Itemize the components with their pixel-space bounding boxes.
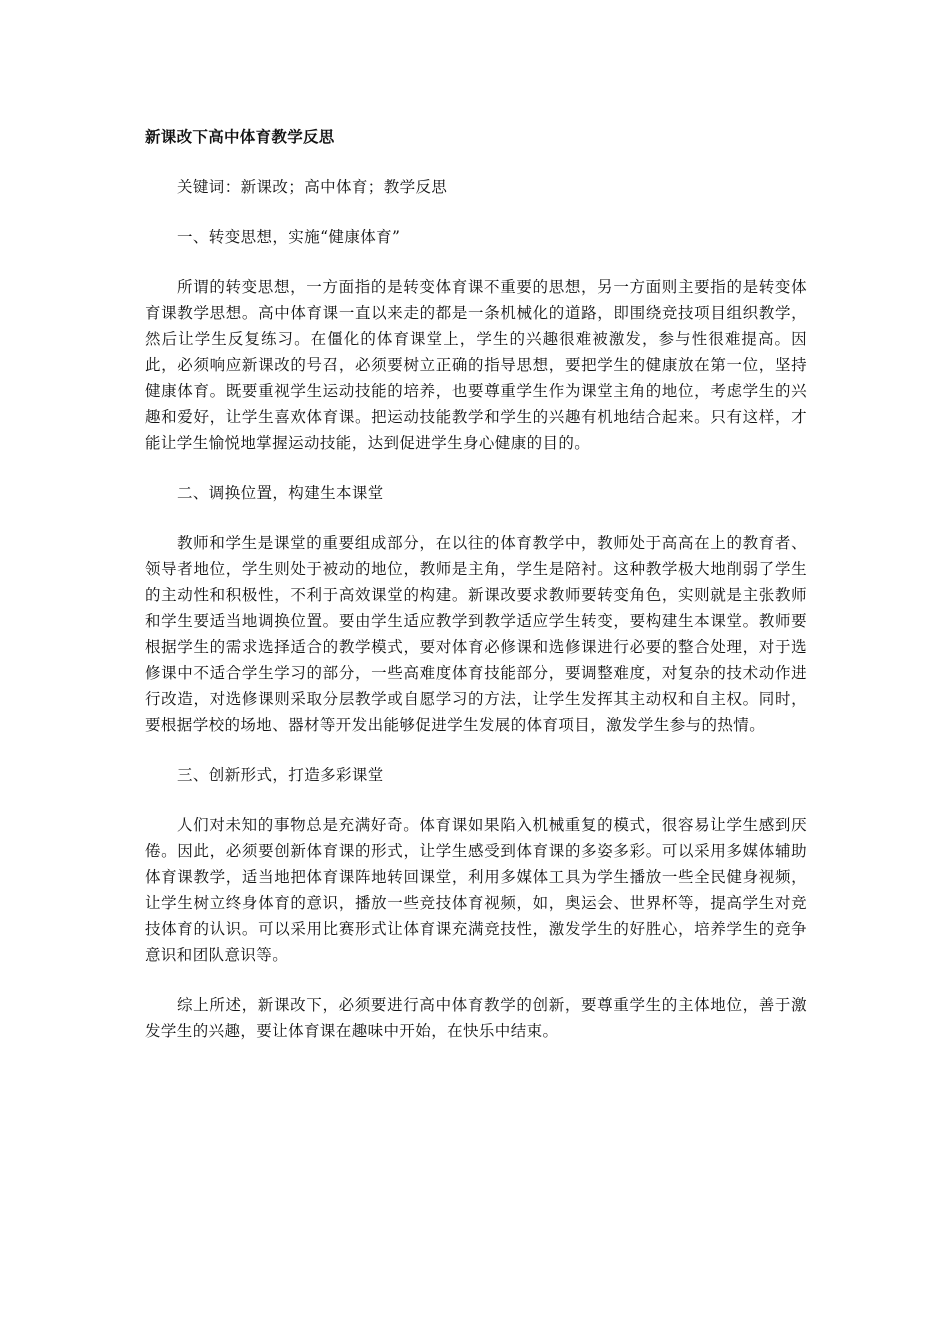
- document-body: [145, 124, 807, 1068]
- keywords-line: 关键词：新课改；高中体育；教学反思: [177, 178, 448, 196]
- section-3-body: 人们对未知的事物总是充满好奇。体育课如果陷入机械重复的模式，很容易让学生感到厌倦。因此，必须要创新体育课的形式，让学生感受到体育课的多姿多彩。可以采用多媒体辅助体育课教学，适当地把体育课阵地转回课堂，利用多媒体工具为学生播放一些全民健身视频，让学生树立终身体育的意识，播放一些竞技体育视频，如，奥运会、世界杯等，提高学生对竞技体育的认识。可以采用比赛形式让体育课充满竞技性，激发学生的好胜心，培养学生的竞争意识和团队意识等。: [145, 816, 807, 964]
- section-2-heading: 二、调换位置，构建生本课堂: [177, 484, 384, 502]
- document-title: 新课改下高中体育教学反思: [145, 128, 335, 146]
- section-3-heading: 三、创新形式，打造多彩课堂: [177, 766, 384, 784]
- conclusion-paragraph: 综上所述，新课改下，必须要进行高中体育教学的创新，要尊重学生的主体地位，善于激发学生的兴趣，要让体育课在趣味中开始，在快乐中结束。: [145, 996, 807, 1040]
- section-1-heading: 一、转变思想，实施“健康体育”: [177, 228, 401, 246]
- section-2-body: 教师和学生是课堂的重要组成部分，在以往的体育教学中，教师处于高高在上的教育者、领导者地位，学生则处于被动的地位，教师是主角，学生是陪衬。这种教学极大地削弱了学生的主动性和积极性，不利于高效课堂的构建。新课改要求教师要转变角色，实则就是主张教师和学生要适当地调换位置。要由学生适应教学到教学适应学生转变，要构建生本课堂。教师要根据学生的需求选择适合的教学模式，要对体育必修课和选修课进行必要的整合处理，对于选修课中不适合学生学习的部分，一些高难度体育技能部分，要调整难度，对复杂的技术动作进行改造，对选修课则采取分层教学或自愿学习的方法，让学生发挥其主动权和自主权。同时，要根据学校的场地、器材等开发出能够促进学生发展的体育项目，激发学生参与的热情。: [145, 534, 807, 734]
- section-1-body: 所谓的转变思想，一方面指的是转变体育课不重要的思想，另一方面则主要指的是转变体育课教学思想。高中体育课一直以来走的都是一条机械化的道路，即围绕竞技项目组织教学，然后让学生反复练习。在僵化的体育课堂上，学生的兴趣很难被激发，参与性很难提高。因此，必须响应新课改的号召，必须要树立正确的指导思想，要把学生的健康放在第一位，坚持健康体育。既要重视学生运动技能的培养，也要尊重学生作为课堂主角的地位，考虑学生的兴趣和爱好，让学生喜欢体育课。把运动技能教学和学生的兴趣有机地结合起来。只有这样，才能让学生愉悦地掌握运动技能，达到促进学生身心健康的目的。: [145, 278, 807, 452]
